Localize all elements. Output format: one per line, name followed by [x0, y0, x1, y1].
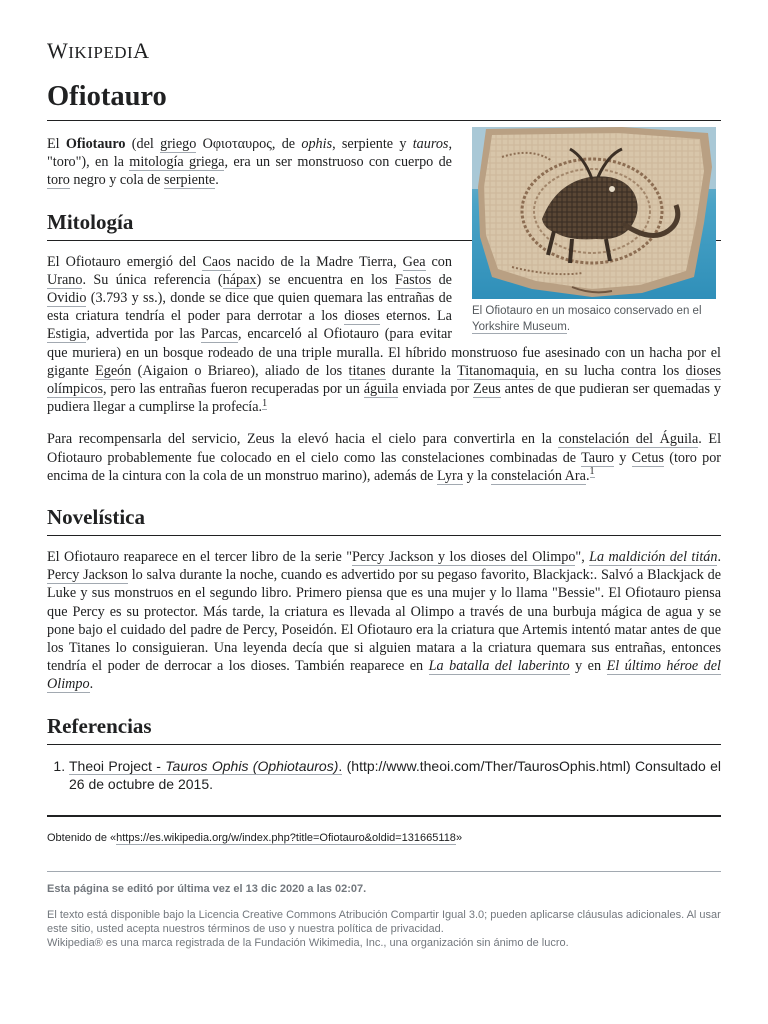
text: con	[425, 253, 452, 270]
text: .	[89, 676, 94, 693]
text: antes de que pudieran ser quemadas y pudiera llegar a cumplirse la profecía.	[47, 381, 721, 416]
link-cetus[interactable]: Cetus	[631, 449, 664, 466]
link-aguila[interactable]: águila	[363, 381, 399, 398]
text: , serpiente y	[332, 136, 413, 152]
text: (Aigaion o Briareo), aliado de los	[131, 362, 349, 379]
text: . El Ofiotauro probablemente fue colocado en el cielo como las constelaciones combinadas de	[47, 431, 722, 466]
text: (del	[125, 136, 161, 152]
text: ) se encuentra en los	[256, 271, 395, 288]
link-dioses-olimpicos[interactable]: dioses olímpicos	[47, 362, 722, 398]
link-urano[interactable]: Urano	[47, 271, 83, 288]
text: Οφιοταυρος, de	[196, 136, 302, 152]
link-tauro[interactable]: Tauro	[581, 449, 615, 466]
text: eternos. La	[379, 308, 452, 325]
link-percy-jackson[interactable]: Percy Jackson	[47, 567, 128, 584]
text: , "toro"), en la	[47, 136, 453, 171]
wikipedia-wordmark[interactable]	[47, 38, 721, 64]
link-ovidio[interactable]: Ovidio	[47, 290, 87, 307]
caption-end: .	[566, 321, 571, 333]
text: y en	[569, 658, 607, 675]
permanent-link[interactable]: https://es.wikipedia.org/w/index.php?title=Ofiotauro&oldid=131665118	[116, 831, 456, 844]
caption-text: El Ofiotauro en un mosaico conservado en el	[472, 305, 702, 317]
figure-caption	[472, 303, 716, 335]
text: , advertida por las	[86, 326, 201, 343]
text: lo salva durante la noche, cuando es advertido por su pegaso favorito, Blackjack:. Salvó a Blackjack de Luke y sus monstruos en el segundo libro. Primero piensa que es una mujer y lo llama "Bessie". El Ofiotauro piensa que Percy es su protector. Más tarde, la criatura es llevada al Olimpo a través de una burbuja mágica de agua y se pone bajo el cuidado del padre de Percy, Poseidón. El Ofiotauro era la criatura que Artemis intentó matar antes de que los Titanes lo consiguieran. Una leyenda decía que si alguien matara a la criatura quemara sus entrañas, entonces tendría el poder de derrocar a los dioses. También reaparece en	[47, 567, 721, 675]
text: de	[431, 271, 452, 288]
trademark-text: Wikipedia® es una marca registrada de la Fundación Wikimedia, Inc., una organización sin ánimo de lucro.	[47, 936, 569, 949]
page-title: Ofiotauro	[47, 80, 721, 121]
reference-title-italic: Tauros Ophis (Ophiotauros)	[165, 757, 339, 774]
heading-novelistica: Novelística	[47, 505, 721, 536]
wordmark-smallcaps: IKIPEDI	[68, 43, 134, 62]
reference-title: Theoi Project -	[69, 757, 166, 774]
text: (3.793 y ss.), donde se dice que quien quemara las entrañas de esta criatura tendría el poder para derrotar a los	[47, 290, 452, 325]
link-egeon[interactable]: Egeón	[95, 362, 132, 379]
retrieved-prefix: Obtenido de «	[47, 831, 117, 844]
text: El Ofiotauro emergió del	[47, 253, 203, 270]
link-maldicion-del-titan[interactable]: La maldición del titán	[589, 549, 718, 566]
link-hapax[interactable]: hápax	[222, 271, 257, 288]
italic-tauros: tauros	[412, 136, 449, 152]
link-gea[interactable]: Gea	[402, 253, 426, 270]
link-toro[interactable]: toro	[47, 172, 70, 189]
link-dioses[interactable]: dioses	[344, 308, 380, 325]
link-constelacion-ara[interactable]: constelación Ara	[491, 467, 586, 484]
text: y	[614, 449, 632, 466]
text: ",	[575, 549, 590, 566]
mitologia-paragraph-2	[47, 430, 721, 485]
text: , pero las entrañas fueron recuperadas por un	[102, 381, 364, 398]
text: durante la	[385, 362, 458, 379]
link-yorkshire-museum[interactable]: Yorkshire Museum	[472, 321, 567, 333]
content-divider	[47, 815, 721, 817]
link-griego[interactable]: griego	[160, 136, 197, 152]
link-fastos[interactable]: Fastos	[394, 271, 432, 288]
reference-url: (http://www.theoi.com/Ther/TaurosOphis.html)	[342, 757, 631, 774]
reference-item	[69, 757, 721, 793]
reference-accessed: Consultado el 26 de octubre de 2015.	[69, 757, 721, 792]
text: nacido de la Madre Tierra,	[230, 253, 403, 270]
text: negro y cola de	[69, 172, 165, 189]
heading-mitologia: Mitología	[47, 210, 721, 241]
license-text: El texto está disponible bajo la Licencia Creative Commons Atribución Compartir Igual 3.0; pueden aplicarse cláusulas adicionales. Al usar este sitio, usted acepta nuestros términos de uso y nuestra política de privacidad.	[47, 908, 721, 935]
text: y la	[463, 467, 491, 484]
link-constelacion-aguila[interactable]: constelación del Águila	[558, 431, 699, 448]
text: , en su lucha contra los	[535, 362, 686, 379]
references-list	[47, 757, 721, 793]
text: El Ofiotauro reaparece en el tercer libro de la serie "	[47, 549, 352, 566]
reference-link[interactable]	[69, 758, 342, 775]
text: .	[585, 467, 590, 484]
link-titanes[interactable]: titanes	[348, 362, 386, 379]
footnote-ref[interactable]: 1	[589, 466, 595, 478]
text: enviada por	[398, 381, 474, 398]
link-lyra[interactable]: Lyra	[437, 467, 464, 484]
subject-bold: Ofiotauro	[65, 136, 126, 152]
text: Para recompensarla del servicio, Zeus la elevó hacia el cielo para convertirla en la	[47, 431, 559, 448]
link-ultimo-heroe-del-olimpo[interactable]: El último héroe del Olimpo	[47, 658, 721, 693]
link-mitologia-griega[interactable]: mitología griega	[129, 154, 225, 171]
text: . Su única referencia (	[82, 271, 223, 288]
retrieved-from	[47, 829, 721, 847]
link-caos[interactable]: Caos	[202, 253, 231, 270]
article-page	[47, 0, 721, 950]
link-titanomaquia[interactable]: Titanomaquia	[457, 362, 536, 379]
link-serie-percy-jackson[interactable]: Percy Jackson y los dioses del Olimpo	[352, 549, 576, 566]
text: , encarceló al Ofiotauro (para evitar que muriera) en un bosque rodeado de una triple muralla. El híbrido monstruoso fue asesinado con un hacha por el gigante	[47, 326, 721, 379]
wordmark-initial: W	[47, 38, 69, 63]
text: El	[47, 136, 66, 152]
link-zeus[interactable]: Zeus	[473, 381, 501, 398]
text: (toro por encima de la cintura con la cola de un monstruo marino), además de	[47, 449, 722, 484]
link-parcas[interactable]: Parcas	[200, 326, 238, 343]
link-estigia[interactable]: Estigia	[47, 326, 87, 343]
link-batalla-del-laberinto[interactable]: La batalla del laberinto	[428, 658, 570, 675]
mosaic-image[interactable]	[472, 127, 716, 299]
last-edited: Esta página se editó por última vez el 13 dic 2020 a las 02:07.	[47, 882, 367, 895]
link-serpiente[interactable]: serpiente	[164, 172, 216, 189]
retrieved-suffix: »	[455, 831, 463, 844]
article-figure	[472, 127, 716, 335]
reference-title-end: .	[338, 757, 343, 774]
page-footer	[47, 871, 721, 950]
italic-ophis: ophis	[301, 136, 333, 152]
text: .	[717, 549, 721, 566]
heading-referencias: Referencias	[47, 714, 721, 745]
wordmark-final: A	[133, 38, 150, 63]
text: .	[215, 172, 219, 189]
text: , era un ser monstruoso con cuerpo de	[224, 154, 452, 171]
footnote-ref[interactable]: 1	[262, 397, 268, 409]
novelistica-paragraph	[47, 548, 721, 694]
